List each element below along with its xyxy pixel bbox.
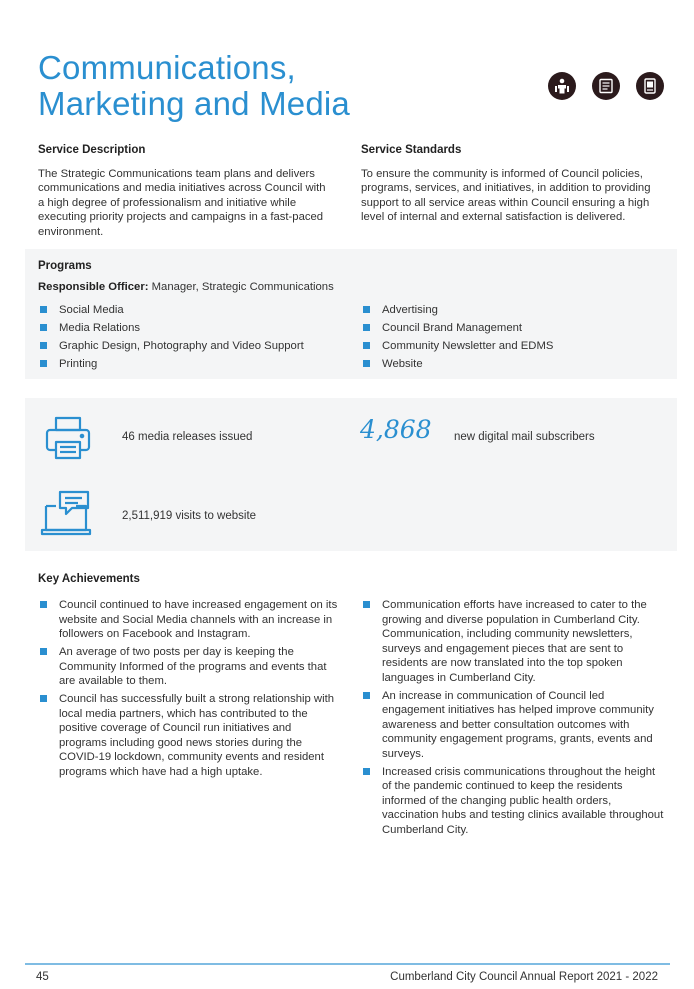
service-standards [361, 143, 663, 225]
programs-heading: Programs [38, 260, 92, 272]
list-item: Printing [38, 357, 338, 372]
list-item: Graphic Design, Photography and Video Support [38, 339, 338, 354]
list-item: An increase in communication of Council led engagement initiatives has helped improve community awareness and better consultation outcomes with community engagement programs, grants, events and surveys. [361, 689, 665, 762]
service-standards-heading: Service Standards [361, 144, 462, 156]
key-achievements-heading: Key Achievements [38, 573, 140, 585]
responsible-officer [38, 280, 334, 295]
subscribers-label: new digital mail subscribers [454, 431, 595, 443]
page-number: 45 [36, 971, 49, 983]
list-item: Advertising [361, 303, 661, 318]
website-visits-stat: 2,511,919 visits to website [122, 510, 257, 522]
responsible-officer-value: Manager, Strategic Communications [148, 281, 334, 293]
tablet-media-icon [636, 72, 664, 100]
footer-divider [25, 963, 670, 965]
responsible-officer-label: Responsible Officer: [38, 281, 149, 293]
report-title: Cumberland City Council Annual Report 2021 - 2022 [390, 971, 658, 983]
list-item: Council continued to have increased engagement on its website and Social Media channels with an increase in followers on Facebook and Instagram. [38, 598, 338, 642]
community-person-icon [548, 72, 576, 100]
page-title-line-1: Communications, [38, 49, 296, 86]
subscribers-number: 4,868 [360, 415, 432, 444]
achievements-list-left [38, 598, 338, 783]
service-standards-text: To ensure the community is informed of Council policies, programs, services, and initiatives, in addition to providing support to all service areas within Council ensuring a high level of internal and external satisfaction is delivered. [361, 167, 651, 223]
list-item: Communication efforts have increased to cater to the growing and diverse population in Cumberland City. Communication, including community newsletters, surveys and engagement pieces that are sent to residents are now translated into the top spoken languages in Cumberland City. [361, 598, 665, 685]
printer-icon [44, 414, 92, 467]
service-description [38, 143, 330, 239]
list-item: Website [361, 357, 661, 372]
stats-panel [25, 398, 677, 551]
list-item: Increased crisis communications throughout the height of the pandemic continued to keep the residents informed of the changing public health orders, vaccination hubs and testing clinics available throughout Cumberland City. [361, 765, 665, 838]
programs-list-right [361, 303, 661, 375]
header-icons [548, 72, 664, 100]
page-title [38, 50, 350, 122]
service-description-text: The Strategic Communications team plans and delivers communications and media initiatives across Council with a high degree of professionalism and initiative while executing priority projects and campaigns in a fast-paced environment. [38, 167, 326, 238]
programs-list-left [38, 303, 338, 375]
achievements-list-right [361, 598, 665, 841]
media-releases-stat: 46 media releases issued [122, 431, 253, 443]
list-item: An average of two posts per day is keeping the Community Informed of the programs and events that are available to them. [38, 645, 338, 689]
laptop-chat-icon [40, 490, 92, 543]
list-item: Community Newsletter and EDMS [361, 339, 661, 354]
list-item: Media Relations [38, 321, 338, 336]
list-item: Council has successfully built a strong relationship with local media partners, which has contributed to the positive coverage of Council run initiatives and programs including good news stories during the COVID-19 lockdown, community events and resident programs which have had a high uptake. [38, 692, 338, 779]
list-item: Council Brand Management [361, 321, 661, 336]
page-title-line-2: Marketing and Media [38, 85, 350, 122]
document-report-icon [592, 72, 620, 100]
list-item: Social Media [38, 303, 338, 318]
service-description-heading: Service Description [38, 144, 146, 156]
